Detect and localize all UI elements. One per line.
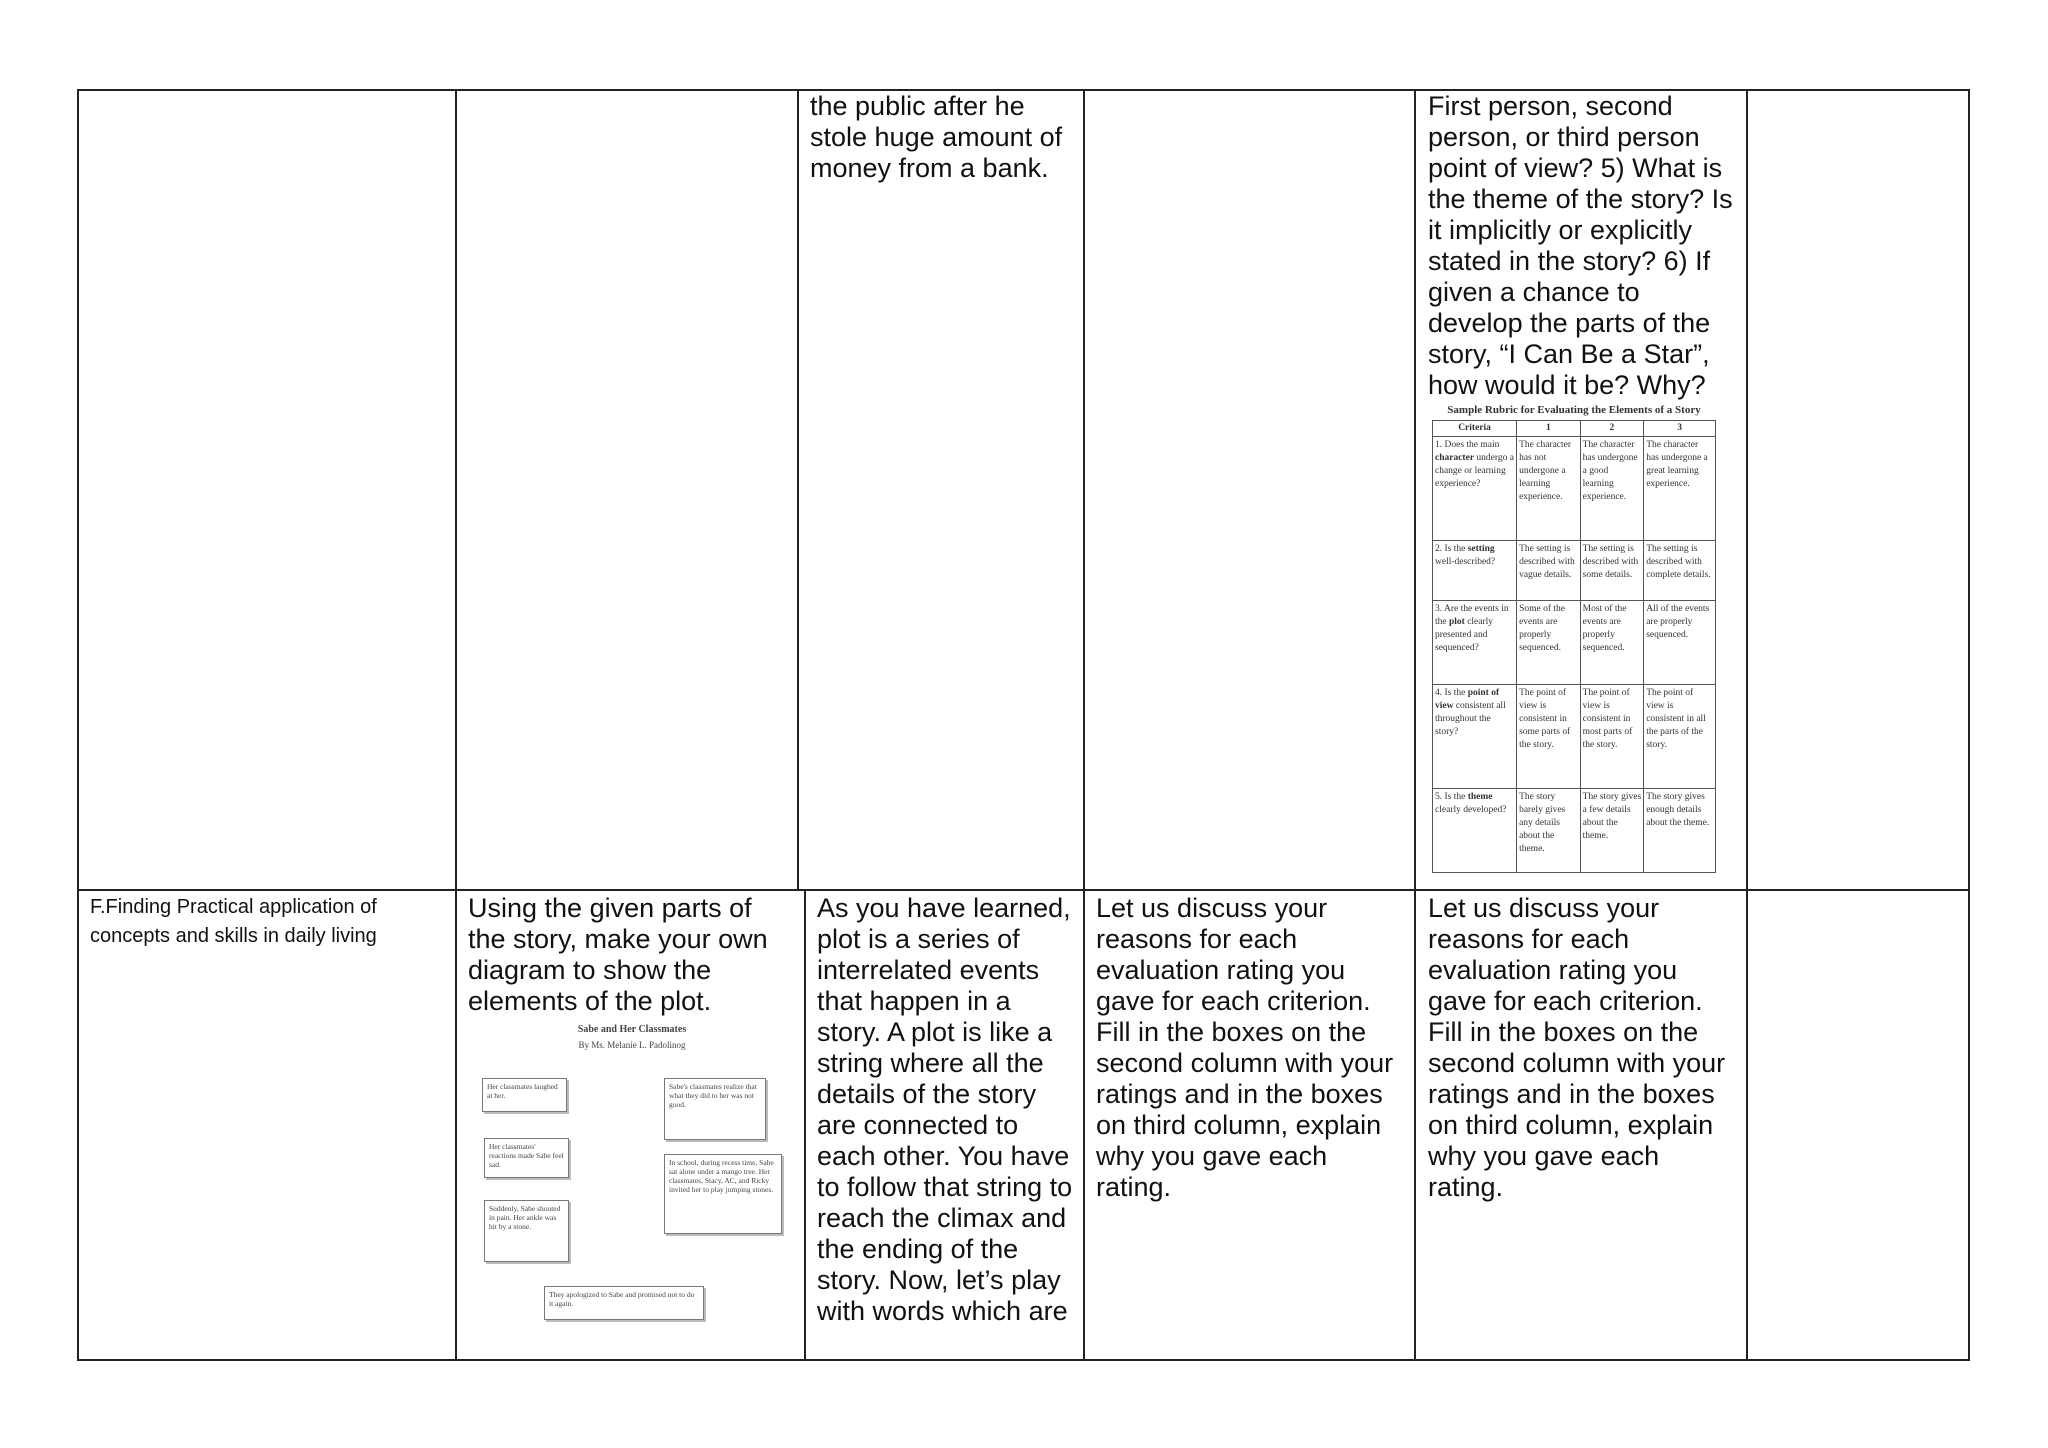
rubric-score-2: The setting is described with some details. bbox=[1580, 541, 1644, 601]
plot-note: Suddenly, Sabe shouted in pain. Her ankle was hit by a stone. bbox=[484, 1200, 569, 1262]
rubric-score-2: The point of view is consistent in most parts of the story. bbox=[1580, 685, 1644, 789]
row1-col3-text: the public after he stole huge amount of money from a bank. bbox=[810, 91, 1063, 183]
rubric-score-3: The story gives enough details about the theme. bbox=[1644, 789, 1716, 873]
rubric-score-2: The character has undergone a good learning experience. bbox=[1580, 437, 1644, 541]
rubric-header-3: 3 bbox=[1644, 421, 1716, 437]
rubric-row bbox=[1433, 789, 1716, 873]
plot-note: In school, during recess time, Sabe sat alone under a mango tree. Her classmates, Stacy, AC, and Ricky invited her to play jumping stones. bbox=[664, 1154, 782, 1234]
column-border-3 bbox=[1083, 89, 1085, 1361]
row2-col2-text: Using the given parts of the story, make your own diagram to show the elements of the plot. bbox=[468, 893, 768, 1016]
rubric-grid bbox=[1432, 420, 1716, 873]
rubric-score-1: The point of view is consistent in some parts of the story. bbox=[1517, 685, 1581, 789]
rubric-header-1: 1 bbox=[1517, 421, 1581, 437]
rubric-header-row bbox=[1433, 421, 1716, 437]
rubric-criterion: 3. Are the events in the plot clearly presented and sequenced? bbox=[1433, 601, 1517, 685]
rubric-score-2: The story gives a few details about the theme. bbox=[1580, 789, 1644, 873]
rubric-header-2: 2 bbox=[1580, 421, 1644, 437]
rubric-title: Sample Rubric for Evaluating the Elements of a Story bbox=[1447, 404, 1701, 416]
column-border-1 bbox=[455, 89, 457, 1361]
rubric-row bbox=[1433, 601, 1716, 685]
rubric-table bbox=[1432, 404, 1716, 873]
plot-note: Her classmates laughed at her. bbox=[482, 1078, 567, 1112]
rubric-score-3: All of the events are properly sequenced. bbox=[1644, 601, 1716, 685]
row2-col5-text: Let us discuss your reasons for each evaluation rating you gave for each criterion. Fill in the boxes on the second column with your ratings and in the boxes on third column, explain why you gave each rating. bbox=[1428, 893, 1726, 1202]
rubric-score-1: Some of the events are properly sequenced. bbox=[1517, 601, 1581, 685]
plot-note: They apologized to Sabe and promised not to do it again. bbox=[544, 1286, 704, 1320]
row1-col5-text: First person, second person, or third person point of view? 5) What is the theme of the story? Is it implicitly or explicitly stated in the story? 6) If given a chance to develop the parts of the story, “I Can Be a Star”, how would it be? Why? bbox=[1428, 91, 1733, 400]
rubric-criterion: 4. Is the point of view consistent all throughout the story? bbox=[1433, 685, 1517, 789]
rubric-criterion: 2. Is the setting well-described? bbox=[1433, 541, 1517, 601]
rubric-score-2: Most of the events are properly sequenced. bbox=[1580, 601, 1644, 685]
rubric-score-1: The character has not undergone a learning experience. bbox=[1517, 437, 1581, 541]
plot-diagram bbox=[472, 1020, 792, 1326]
rubric-score-3: The character has undergone a great learning experience. bbox=[1644, 437, 1716, 541]
diagram-author: By Ms. Melanie L. Padolinog bbox=[578, 1040, 686, 1050]
column-border-right bbox=[1968, 89, 1970, 1361]
rubric-score-3: The point of view is consistent in all the parts of the story. bbox=[1644, 685, 1716, 789]
row-divider bbox=[77, 889, 1970, 891]
diagram-title: Sabe and Her Classmates bbox=[577, 1024, 687, 1035]
column-border-5 bbox=[1746, 89, 1748, 1361]
column-border-2b bbox=[804, 889, 806, 1361]
rubric-score-3: The setting is described with complete details. bbox=[1644, 541, 1716, 601]
rubric-header-criteria: Criteria bbox=[1433, 421, 1517, 437]
plot-note: Sabe's classmates realize that what they did to her was not good. bbox=[664, 1078, 766, 1140]
rubric-row bbox=[1433, 685, 1716, 789]
row2-col4-text: Let us discuss your reasons for each evaluation rating you gave for each criterion. Fill in the boxes on the second column with your ratings and in the boxes on third column, explain why you gave each rating. bbox=[1096, 893, 1394, 1202]
column-border-left bbox=[77, 89, 79, 1361]
row2-col3-text: As you have learned, plot is a series of interrelated events that happen in a story. A plot is like a string where all the details of the story are connected to each other. You have to follow that string to reach the climax and the ending of the story. Now, let’s play with words which are bbox=[817, 893, 1073, 1326]
rubric-row bbox=[1433, 437, 1716, 541]
row2-activity-label: F.Finding Practical application of concepts and skills in daily living bbox=[90, 896, 377, 947]
plot-note: Her classmates' reactions made Sabe feel sad. bbox=[484, 1138, 569, 1178]
table-bottom-border bbox=[77, 1359, 1970, 1361]
column-border-2a bbox=[797, 89, 799, 891]
column-border-4 bbox=[1414, 89, 1416, 1361]
rubric-row bbox=[1433, 541, 1716, 601]
rubric-score-1: The story barely gives any details about the theme. bbox=[1517, 789, 1581, 873]
rubric-criterion: 1. Does the main character undergo a change or learning experience? bbox=[1433, 437, 1517, 541]
rubric-score-1: The setting is described with vague details. bbox=[1517, 541, 1581, 601]
rubric-criterion: 5. Is the theme clearly developed? bbox=[1433, 789, 1517, 873]
